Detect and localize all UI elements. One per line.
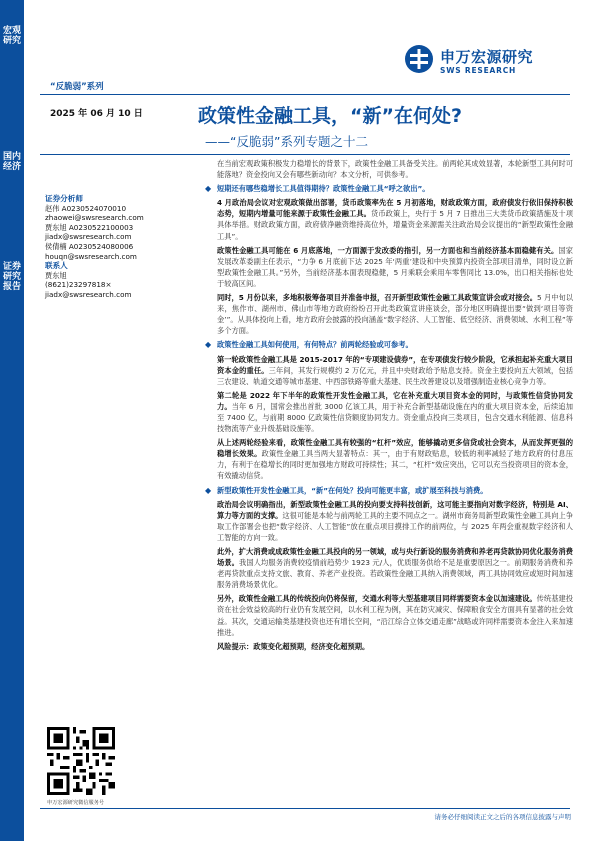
report-body	[203, 158, 573, 652]
body-paragraph	[217, 593, 573, 637]
footer-disclaimer: 请务必仔细阅读正文之后的各项信息披露与声明	[434, 813, 571, 821]
section-bullet	[203, 485, 573, 496]
sidebar	[0, 0, 24, 841]
analyst-line: 赵伟 A0230524070010	[45, 203, 127, 213]
key-point: 政策性金融工具可能在 6 月底落地，一方面源于发改委的指引，另一方面也和当前经济基本面稳健有关。	[217, 245, 559, 255]
paragraph-text: 货币政策上，央行于 5 月 7 日推出三大类货币政策措施及十项具体举措。财政政策方面，政府债净融资维持高位外，增量资金来源需关注政治局会议提出的“新型政策性金融工具”。	[217, 209, 573, 241]
analyst-info	[45, 194, 185, 300]
sidebar-tab-securities-report: 证券研究报告	[2, 262, 21, 292]
bullet-text: 政策性金融工具如何使用，有何特点？前两轮经验或可参考。	[217, 340, 413, 350]
bullet-icon: ◆	[205, 184, 212, 194]
key-point: 政治局会议明确指出，新型政策性金融工具的投向要支持科技创新，这可能主要指向对数字经济，特别是 AI、算力等方面的支撑。	[217, 499, 573, 520]
analyst-line: houqn@swsresearch.com	[45, 251, 137, 261]
intro-paragraph: 在当前宏观政策积极发力稳增长的背景下，政策性金融工具备受关注。前两轮其成效显著，本轮新型工具何时可能落地？资金投向又会有哪些新动向？本文分析，可供参考。	[217, 159, 573, 180]
body-paragraph	[217, 245, 573, 289]
paragraph-text: 我国人均服务消费较疫情前趋势少 1923 元/人，优质服务供给不足是重要原因之一。前期服务消费和养老再贷款重点支持文旅、教育、养老产业投资。若政策性金融工具纳入消费领域，两工具协同效应或短时间加速服务消费场景优化。	[217, 558, 573, 590]
paragraph-text: 国家发展改革委副主任表示，“力争 6 月底前下达 2025 年‘两重’建设和中央预算内投资全部项目清单，同时设立新型政策性金融工具。”另外，当前经济基本面表现稳健，5 月乘联会乘用车零售同比 13.0%，出口相关指标也处于较高区间。	[217, 245, 573, 288]
key-point: 另外，政策性金融工具的传统投向仍将保留，交通水利等大型基建项目同样需要资本金以加速建设。	[217, 594, 537, 604]
header-divider	[40, 94, 570, 95]
analyst-line: zhaowei@swsresearch.com	[45, 213, 144, 223]
footer-divider	[40, 808, 570, 809]
sidebar-tab-macro: 宏观研究	[2, 26, 21, 46]
analyst-heading: 证券分析师	[45, 194, 83, 203]
logo-mark-icon	[404, 44, 434, 74]
section-bullet	[203, 183, 573, 194]
section-bullet	[203, 339, 573, 350]
report-date: 2025 年 06 月 10 日	[50, 109, 143, 119]
body-paragraph	[217, 437, 573, 481]
contact-line: jiadx@swsresearch.com	[45, 289, 132, 299]
bullet-text: 新型政策性开发性金融工具，“新”在何处？投向可能更丰富，或扩展至科技与消费。	[217, 485, 488, 495]
contact-line: (8621)23297818×	[45, 280, 112, 290]
title-divider	[40, 154, 570, 155]
paragraph-text: 传统基建投资在社会效益较高的行业仍有发展空间，以水利工程为例，其在防灾减灾、保障粮食安全方面具有显著的社会效益。其次，交通运输类基建投资也还有增长空间，“沿江综合立体交通走廊”战略或许同样需要资本金注入来加速推进。	[217, 594, 573, 637]
company-logo	[402, 38, 572, 82]
key-point: 第二轮是 2022 年下半年的政策性开发性金融工具，它在补充重大项目资本金的同时，与政策性信贷协同发力。	[217, 390, 573, 411]
series-label: “反脆弱”系列	[50, 82, 104, 92]
analyst-line: 侯倩楠 A0230524080006	[45, 241, 134, 251]
paragraph-text: 政策性金融工具当两大显著特点：其一，由于有财政贴息，较低的利率减轻了地方政府的付息压力，有利于在稳增长的同时更加强地方财政可持续性；其二，“杠杆”效应突出，它可以充当投资项目的资本金，有效撬动信贷。	[217, 449, 573, 481]
body-paragraph	[217, 354, 573, 387]
body-paragraph	[217, 390, 573, 434]
bullet-text: 短期还有哪些稳增长工具值得期待？政策性金融工具“呼之欲出”。	[217, 184, 430, 194]
paragraph-text: 这很可能是本轮与前两轮工具的主要不同点之一。湖州市商务局新型政策性金融工具向上争取工作部署会也把“数字经济、人工智能”放在重点项目摸排工作的前两位，与 2025 年两会重视数字经济和人工智能的方向一致。	[217, 510, 573, 542]
paragraph-text: 5 月中旬以来，焦作市、湖州市、佛山市等地方政府纷纷召开此类政策宣讲座谈会，部分地区明确提出要“做到‘项目等资金’”。从具体投向上看，地方政府会披露的投向涵盖“数字经济、人工智能、低空经济、消费领域、水利工程”等多个方面。	[217, 293, 573, 336]
logo-text-cn: 申万宏源研究	[440, 48, 534, 66]
body-paragraph	[217, 292, 573, 336]
key-point: 此外，扩大消费或成政策性金融工具投向的另一领域，或与央行新设的服务消费和养老再贷款协同优化服务消费场景。	[217, 547, 573, 568]
key-point: 同时，5 月份以来，多地积极筹备项目并准备申报，召开新型政策性金融工具政策宣讲会或对接会。	[217, 293, 538, 303]
analyst-line: 贾东旭 A0230522100003	[45, 222, 134, 232]
analyst-line: jiadx@swsresearch.com	[45, 232, 132, 242]
body-paragraph	[217, 499, 573, 543]
bullet-icon: ◆	[205, 340, 212, 350]
qr-code-icon[interactable]	[47, 727, 115, 795]
sidebar-tab-domestic-economy: 国内经济	[2, 152, 21, 172]
contact-heading: 联系人	[45, 261, 68, 271]
body-paragraph	[217, 546, 573, 590]
risk-warning: 风险提示：政策变化超预期，经济变化超预期。	[217, 641, 370, 651]
key-point: 从上述两轮经验来看，政策性金融工具有较强的“杠杆”效应，能够撬动更多信贷或社会资本，从而发挥更强的稳增长效果。	[217, 438, 573, 459]
qr-caption: 申万宏源研究微信服务号	[47, 800, 105, 806]
logo-text-en: SWS RESEARCH	[440, 66, 517, 75]
paragraph-text: 当年 6 月，国常会推出首批 3000 亿该工具，用于补充合新型基础设施在内的重大项目资本金，后续追加至 7400 亿，与前期 8000 亿政策性信贷额度协同发力。资金重点投向三类项目，包含交通水利能源、信息科技物流等产业升级基础设施等。	[217, 401, 573, 434]
key-point: 4 月政治局会议对宏观政策做出部署，货币政策率先在 5 月初落地，财政政策方面，政府债发行依旧保持积极态势，短期内增量可能来源于政策性金融工具。	[217, 198, 573, 219]
report-subtitle: ——“反脆弱”系列专题之十二	[205, 134, 368, 149]
contact-line: 贾东旭	[45, 270, 67, 280]
paragraph-text: 三年间，其发行规模约 2 万亿元，并且中央财政给予贴息支持。资金主要投向五大领域，包括三农建设、轨道交通等城市基建、中西部铁路等重大基建、民生改善建设以及增强制造业核心竞争力等。	[217, 365, 573, 386]
bullet-icon: ◆	[205, 485, 212, 495]
report-title: 政策性金融工具，“新”在何处?	[198, 105, 462, 127]
body-paragraph	[217, 197, 573, 241]
key-point: 第一轮政策性金融工具是 2015-2017 年的“专项建设债券”，在专项债发行较少阶段，它承担起补充重大项目资本金的重任。	[217, 354, 573, 375]
